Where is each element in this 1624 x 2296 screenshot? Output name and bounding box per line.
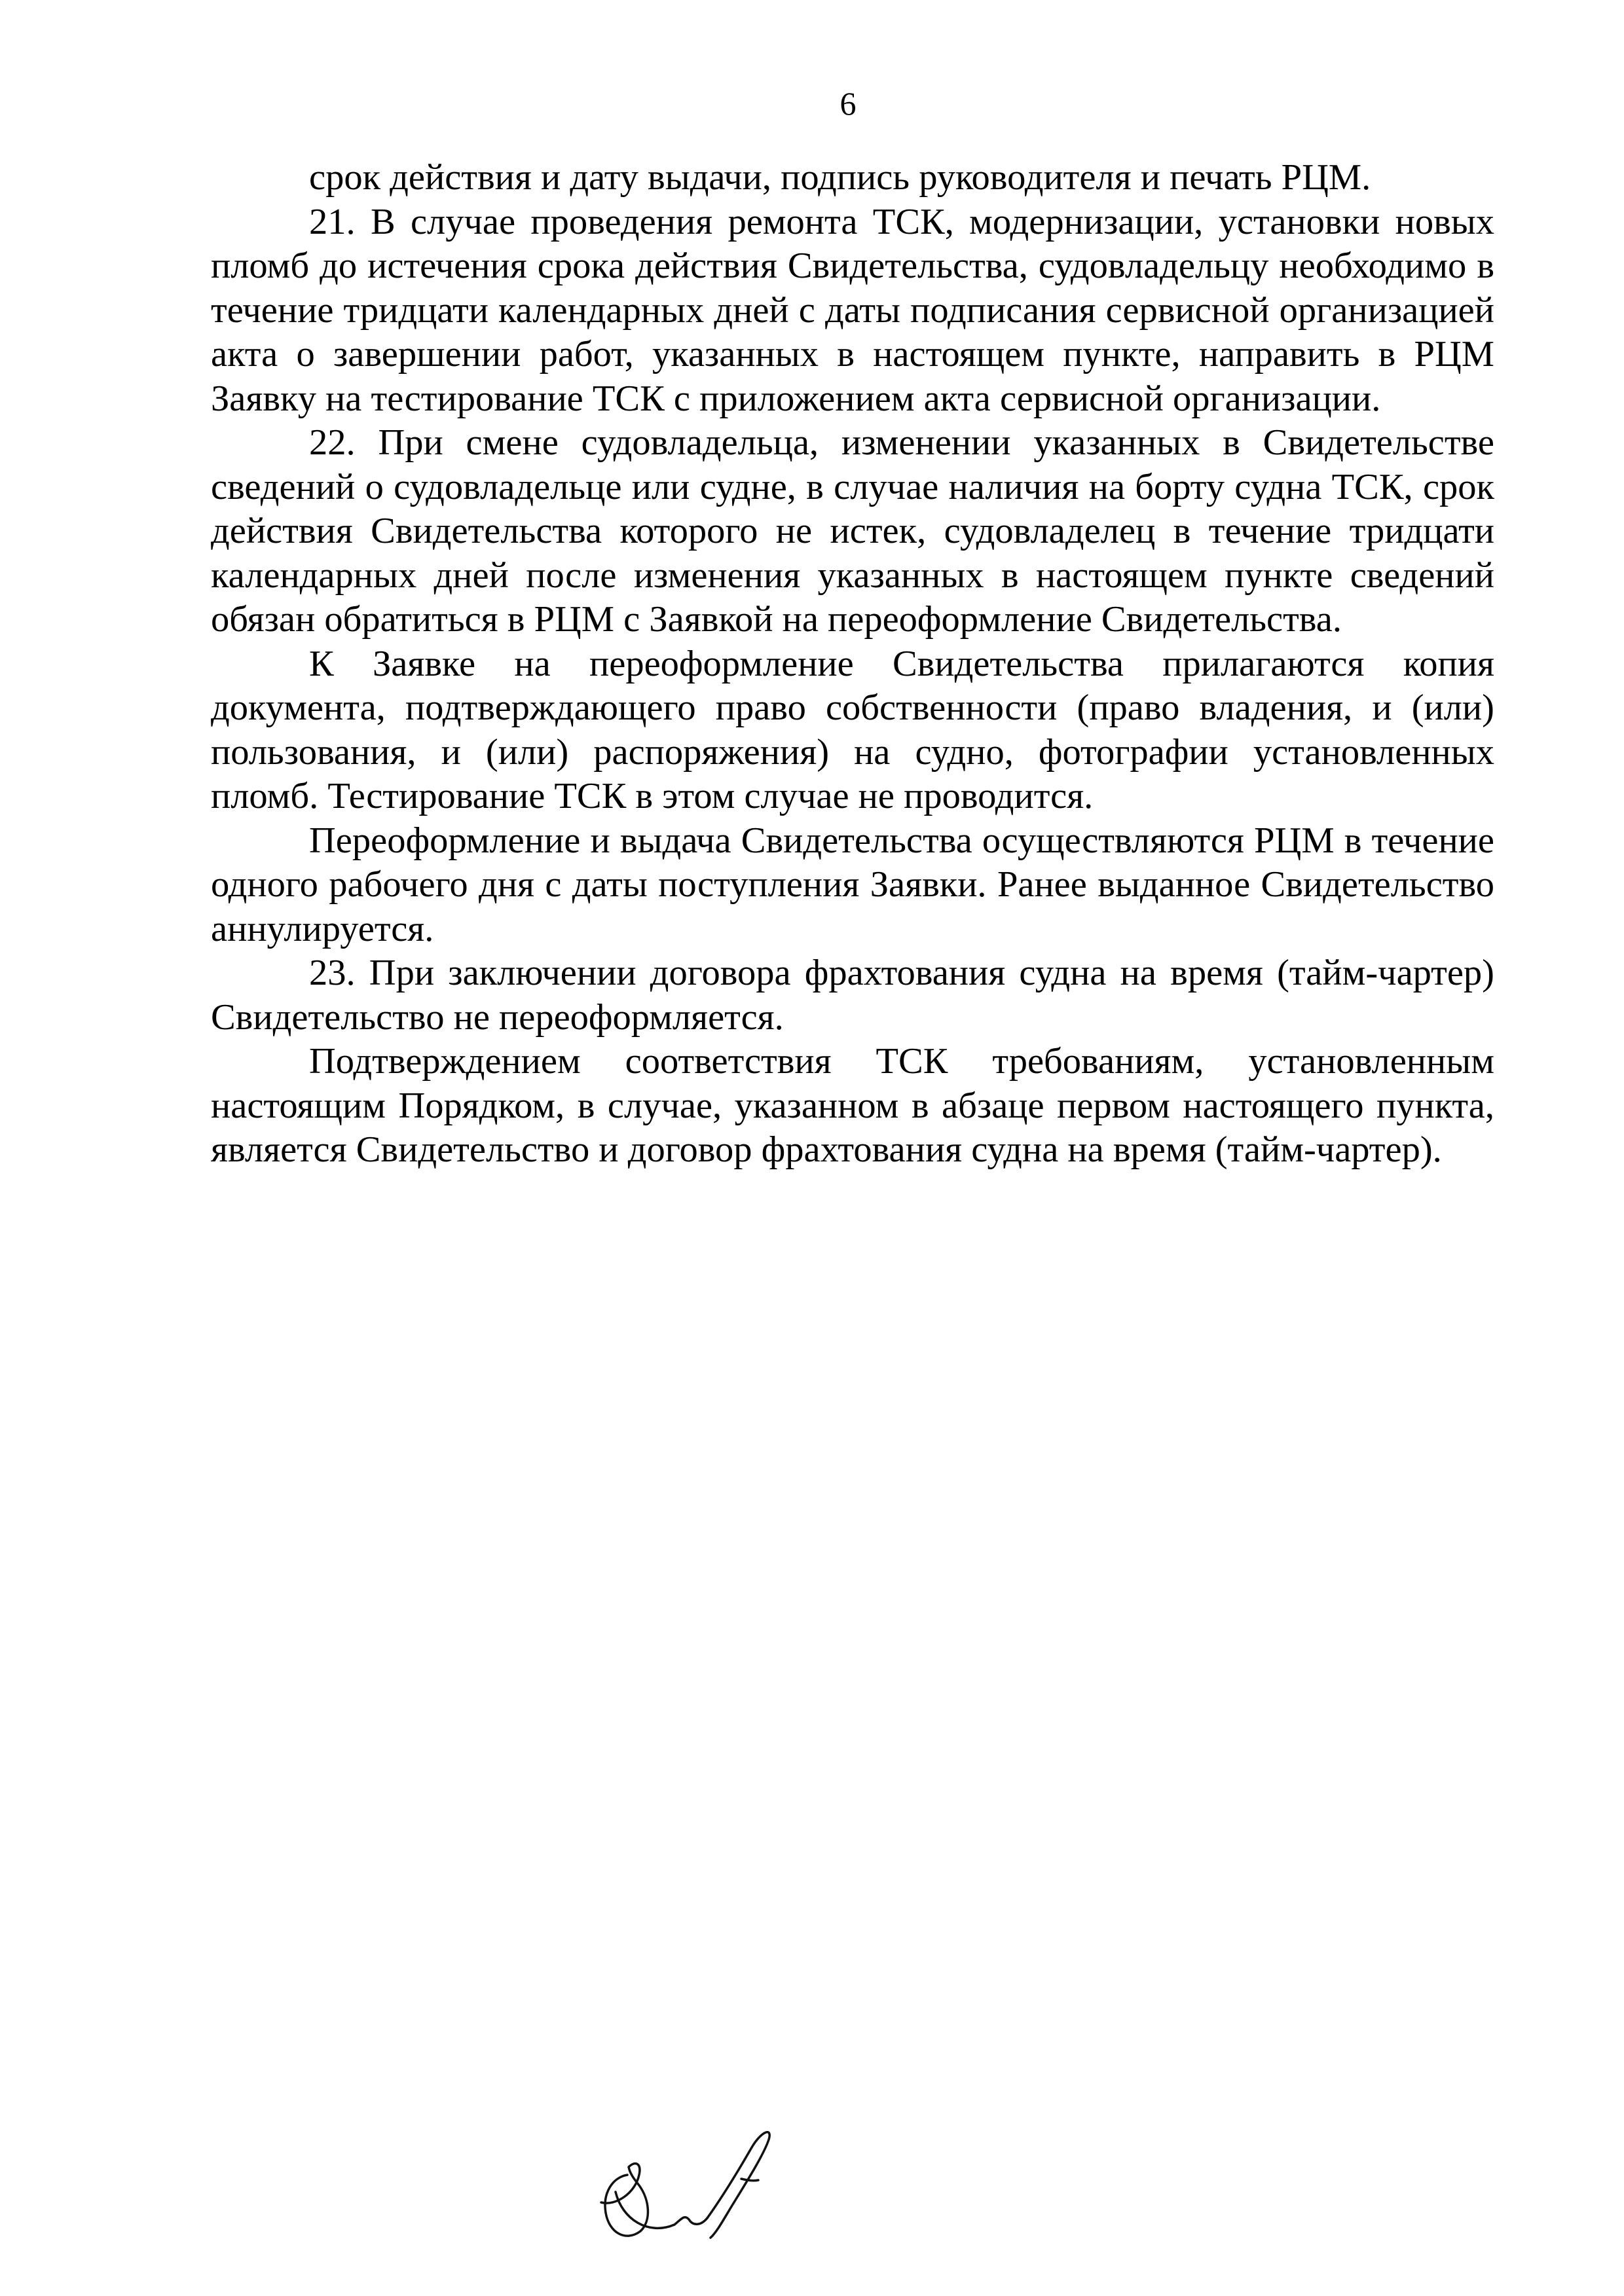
paragraph-item-23: 23. При заключении договора фрахтования судна на время (тайм-чартер) Свидетельство не переоформляется.: [211, 953, 1494, 1038]
paragraph-confirmation: Подтверждением соответствия ТСК требованиям, установленным настоящим Порядком, в случае, указанном в абзаце первом настоящего пункта, является Свидетельство и договор фрахтования судна на время (тайм-чартер).: [211, 1041, 1494, 1170]
paragraph-reissue: Переоформление и выдача Свидетельства осуществляются РЦМ в течение одного рабочего дня с даты поступления Заявки. Ранее выданное Свидетельство аннулируется.: [211, 820, 1494, 949]
page-number: 6: [840, 85, 857, 122]
paragraph-item-22: 22. При смене судовладельца, изменении указанных в Свидетельстве сведений о судовладельце или судне, в случае наличия на борту судна ТСК, срок действия Свидетельства которого не истек, судовладелец в течение тридцати календарных дней после изменения указанных в настоящем пункте сведений обязан обратиться в РЦМ с Заявкой на переоформление Свидетельства.: [211, 422, 1494, 640]
document-body: [211, 156, 1494, 1173]
paragraph-continuation: срок действия и дату выдачи, подпись руководителя и печать РЦМ.: [309, 157, 1371, 198]
paragraph-attachments: К Заявке на переоформление Свидетельства прилагаются копия документа, подтверждающего право собственности (право владения, и (или) пользования, и (или) распоряжения) на судно, фотографии установленных пломб. Тестирование ТСК в этом случае не проводится.: [211, 643, 1494, 816]
handwritten-signature: [576, 2121, 812, 2252]
paragraph-item-21: 21. В случае проведения ремонта ТСК, модернизации, установки новых пломб до истечения срока действия Свидетельства, судовладельцу необходимо в течение тридцати календарных дней с даты подписания сервисной организацией акта о завершении работ, указанных в настоящем пункте, направить в РЦМ Заявку на тестирование ТСК с приложением акта сервисной организации.: [211, 201, 1494, 419]
